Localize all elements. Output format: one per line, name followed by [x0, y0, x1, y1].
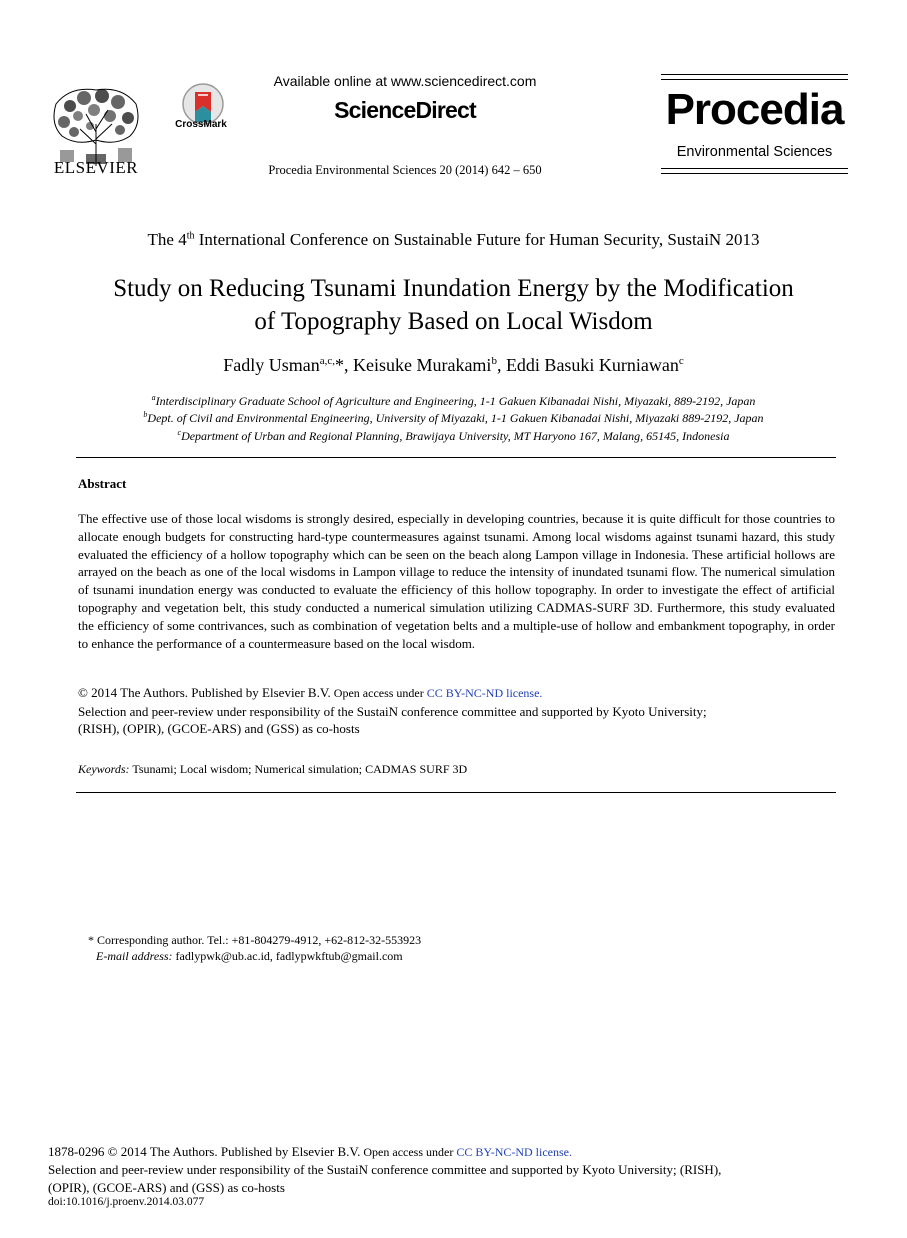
affiliation-a: $^a$Interdisciplinary Graduate School of Agriculture and Engineering, 1-1 Gakuen Kibanadai Nishi, Miyazaki, 889-2192, Japan: [151, 393, 756, 408]
procedia-logo-subtitle: Environmental Sciences: [676, 144, 833, 160]
footer-license-link[interactable]: CC BY-NC-ND license.: [456, 1145, 573, 1159]
paper-title: [60, 272, 847, 338]
logo-rule-top: [661, 74, 848, 80]
doi[interactable]: doi:10.1016/j.proenv.2014.03.077: [48, 1196, 205, 1208]
author-name: Fadly Usman: [223, 355, 320, 375]
logo-rule-bottom: [661, 168, 848, 174]
keywords: Keywords: Tsunami; Local wisdom; Numerical simulation; CADMAS SURF 3D: [78, 762, 468, 776]
affiliation-b: $^b$Dept. of Civil and Environmental Engineering, University of Miyazaki, 1-1 Gakuen Kibanadai Nishi, Miyazaki 889-2192, Japan: [143, 410, 764, 425]
divider-bottom: [76, 792, 836, 793]
publisher-name: ELSEVIER: [53, 158, 139, 177]
corresponding-author: * Corresponding author. Tel.: +81-804279-4912, +62-812-32-553923 E-mail address: fadlypwk@ub.ac.id, fadlypwkftub@gmail.com: [88, 933, 422, 963]
abstract-heading: Abstract: [78, 476, 127, 491]
affiliation-c: $^c$Department of Urban and Regional Planning, Brawijaya University, MT Haryono 167, Malang, 65145, Indonesia: [177, 428, 730, 443]
license-link[interactable]: CC BY-NC-ND license.: [426, 686, 543, 700]
footer-copyright: 1878-0296 © 2014 The Authors. Published by Elsevier B.V. Open access under CC BY-NC-ND license. Selection and peer-review under responsibility of the SustaiN conference committee and supported by Kyoto University; (RISH), (OPIR), (GCOE-ARS) and (GSS) as co-hosts: [48, 1144, 722, 1195]
email-links[interactable]: fadlypwk@ub.ac.id, fadlypwkftub@gmail.com: [172, 949, 403, 963]
crossmark-label: CrossMark: [175, 119, 227, 130]
abstract-body: The effective use of those local wisdoms is strongly desired, especially in developing countries, because it is quite difficult for those countries to allocate enough budgets for constructing hard-type countermeasures against tsunami. Among local wisdoms against tsunami hazard, this study evaluated the efficiency of a hollow topography which can be seen on the beach along Lampon village in Indonesia. These artificial hollows are arrayed on the beach as one of the local wisdoms in Lampon village to reduce the intensity of inundated tsunami flow. The numerical simulation of tsunami inundation energy was conducted to evaluate the efficiency of this hollow topography. In order to investigate the effect of artificial topography and vegetation belt, this study conducted a numerical simulation utilizing CADMAS-SURF 3D. Furthermore, this study evaluated the efficiency of some contrivances, such as combination of vegetation belts and a multiple-use of hollow and embankment topography, in order to enhance the performance of a countermeasure based on the local wisdom.: [78, 511, 835, 651]
author-list: Fadly Usman$^{a,c,}$*, Keisuke Murakami$^b$, Eddi Basuki Kurniawan$^c$: [223, 355, 684, 375]
author-name: Keisuke Murakami: [352, 355, 492, 375]
journal-reference: Procedia Environmental Sciences 20 (2014) 642 – 650: [268, 163, 542, 177]
available-online-text: Available online at www.sciencedirect.com: [273, 73, 537, 89]
sciencedirect-logo: ScienceDirect: [334, 97, 476, 123]
title-line-2: of Topography Based on Local Wisdom: [254, 308, 653, 335]
divider-top: [76, 457, 836, 458]
procedia-logo-title: Procedia: [665, 85, 844, 134]
copyright-block: © 2014 The Authors. Published by Elsevier B.V. Open access under CC BY-NC-ND license. Selection and peer-review under responsibility of the SustaiN conference committee and supported by Kyoto University; (RISH), (OPIR), (GCOE-ARS) and (GSS) as co-hosts: [78, 685, 707, 736]
title-line-1: Study on Reducing Tsunami Inundation Energy by the Modification: [113, 275, 794, 302]
conference-name: The 4th International Conference on Sustainable Future for Human Security, SustaiN 2013: [147, 230, 760, 249]
author-name: Eddi Basuki Kurniawan: [505, 355, 679, 375]
procedia-logo: [661, 74, 848, 176]
